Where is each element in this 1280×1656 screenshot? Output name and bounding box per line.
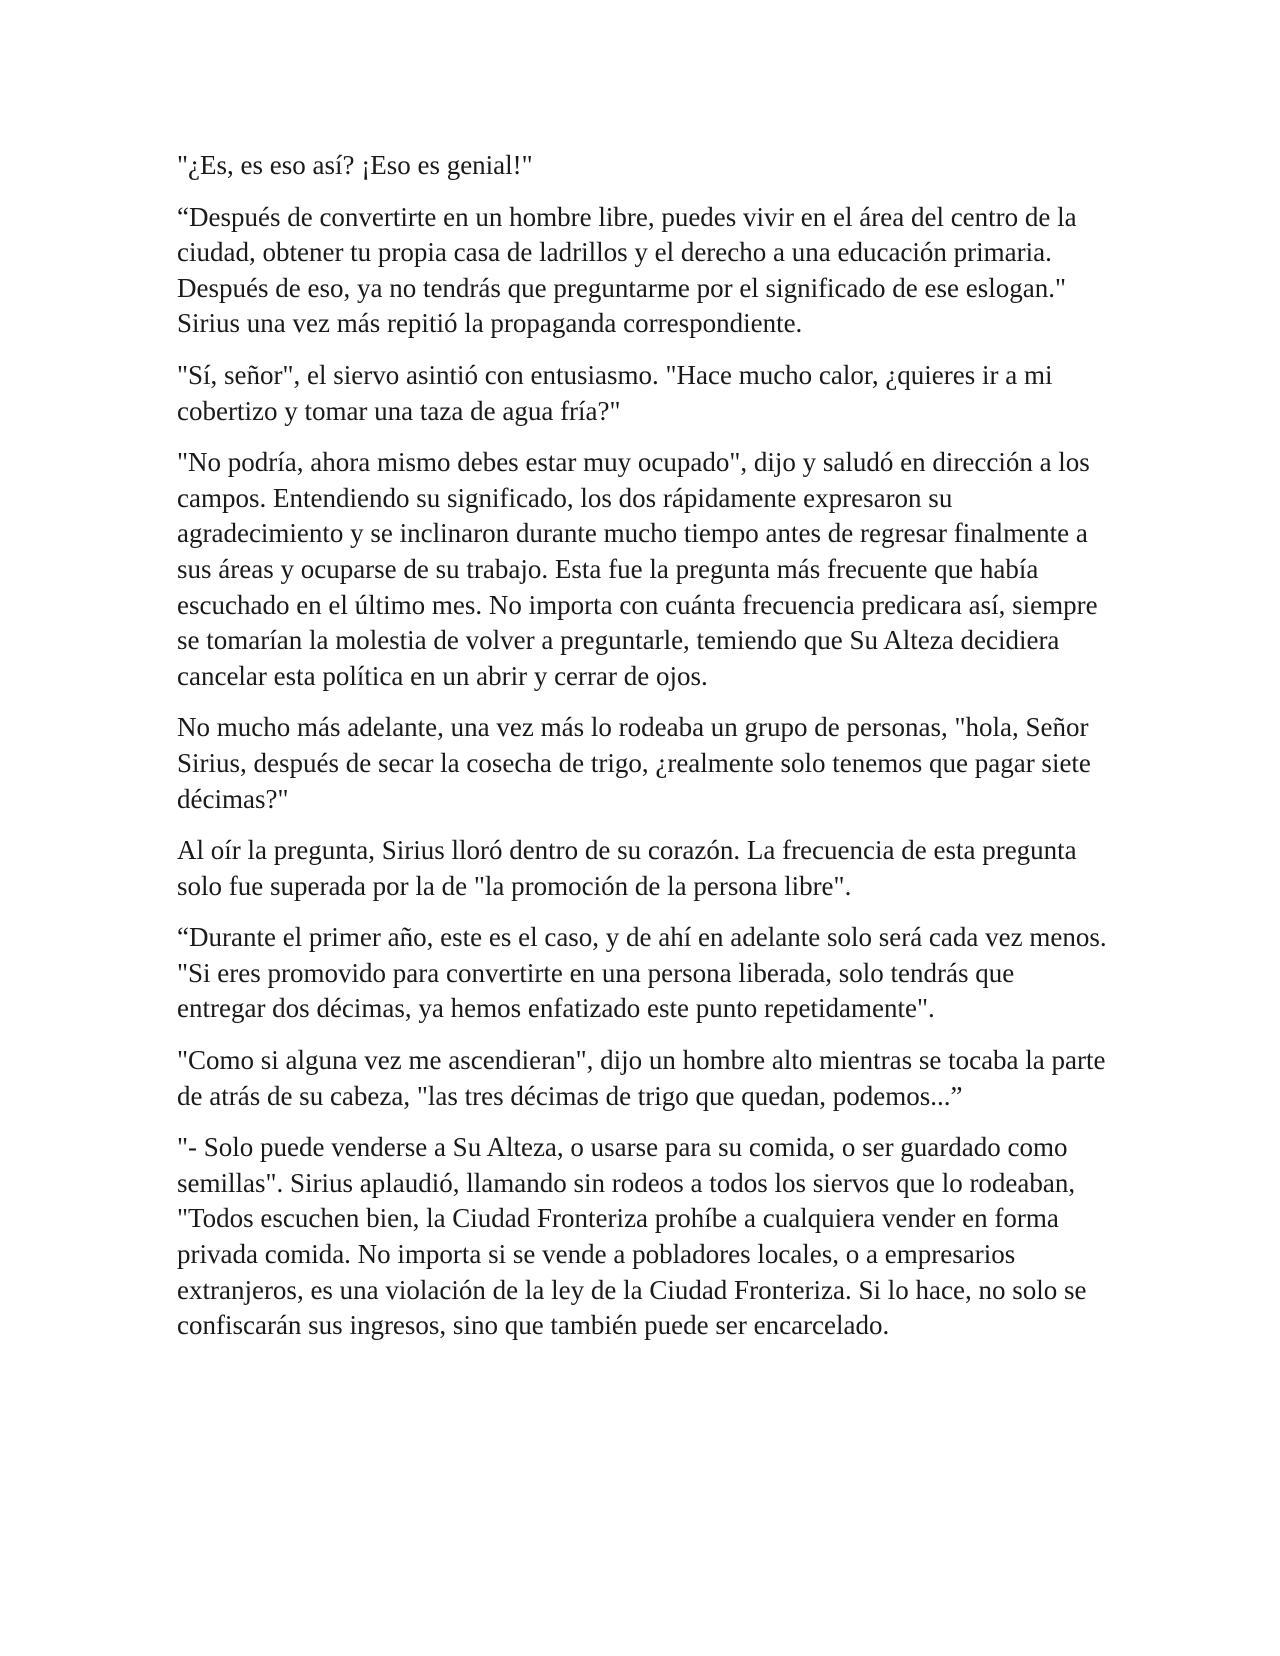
paragraph: "- Solo puede venderse a Su Alteza, o usarse para su comida, o ser guardado como semillas". Sirius aplaudió, llamando sin rodeos a todos los siervos que lo rodeaban, "Todos escuchen bien, la Ciudad Fronteriza prohíbe a cualquiera vender en forma privada comida. No importa si se vende a pobladores locales, o a empresarios extranjeros, es una violación de la ley de la Ciudad Fronteriza. Si lo hace, no solo se confiscarán sus ingresos, sino que también puede ser encarcelado. — [177, 1132, 1087, 1341]
paragraph: "¿Es, es eso así? ¡Eso es genial!" — [177, 150, 533, 180]
paragraph: "Sí, señor", el siervo asintió con entusiasmo. "Hace mucho calor, ¿quieres ir a mi cobertizo y tomar una taza de agua fría?" — [177, 359, 1053, 426]
paragraph: "Como si alguna vez me ascendieran", dijo un hombre alto mientras se tocaba la parte de atrás de su cabeza, "las tres décimas de trigo que quedan, podemos...” — [177, 1045, 1106, 1111]
document-page — [177, 148, 1107, 1360]
paragraph: Al oír la pregunta, Sirius lloró dentro de su corazón. La frecuencia de esta pregunta solo fue superada por la de "la promoción de la persona libre". — [177, 835, 1077, 901]
paragraph: “Después de convertirte en un hombre libre, puedes vivir en el área del centro de la ciudad, obtener tu propia casa de ladrillos y el derecho a una educación primaria. Después de eso, ya no tendrás que preguntarme por el significado de ese eslogan." Sirius una vez más repitió la propaganda correspondiente. — [177, 201, 1077, 339]
paragraph: “Durante el primer año, este es el caso, y de ahí en adelante solo será cada vez menos. "Si eres promovido para convertirte en una persona liberada, solo tendrás que entregar dos décimas, ya hemos enfatizado este punto repetidamente". — [177, 922, 1107, 1024]
paragraph: "No podría, ahora mismo debes estar muy ocupado", dijo y saludó en dirección a los campos. Entendiendo su significado, los dos rápidamente expresaron su agradecimiento y se inclinaron durante mucho tiempo antes de regresar finalmente a sus áreas y ocuparse de su trabajo. Esta fue la pregunta más frecuente que había escuchado en el último mes. No importa con cuánta frecuencia predicara así, siempre se tomarían la molestia de volver a preguntarle, temiendo que Su Alteza decidiera cancelar esta política en un abrir y cerrar de ojos. — [177, 447, 1098, 691]
paragraph: No mucho más adelante, una vez más lo rodeaba un grupo de personas, "hola, Señor Sirius, después de secar la cosecha de trigo, ¿realmente solo tenemos que pagar siete décimas?" — [177, 712, 1091, 814]
